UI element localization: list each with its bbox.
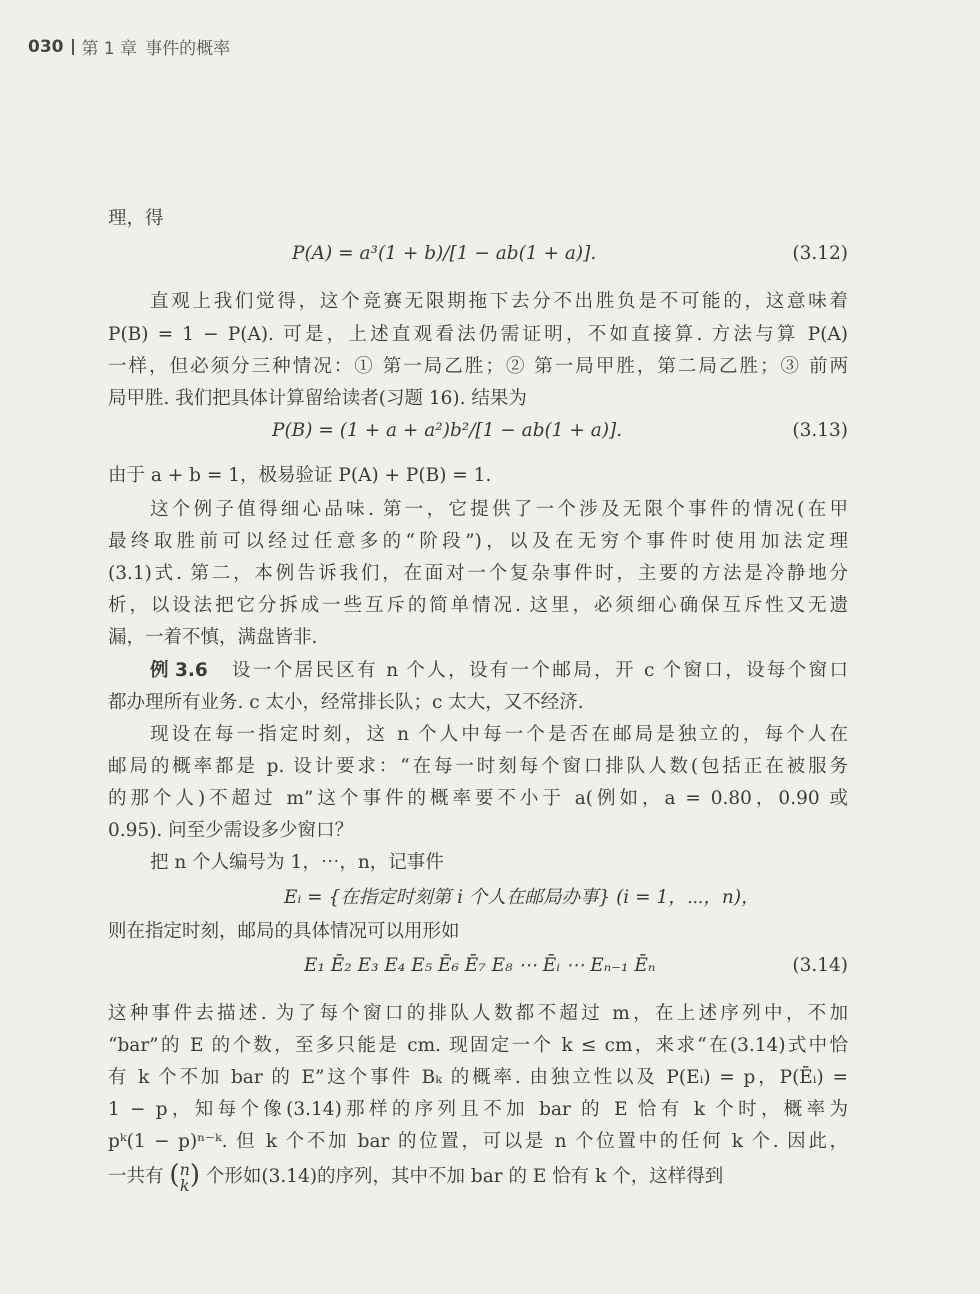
- text-fragment: 一共有: [108, 1166, 164, 1187]
- text-line: 1 − p，知每个像(3.14)那样的序列且不加 bar 的 E 恰有 k 个时，概率为: [108, 1099, 848, 1120]
- text-line: 理，得: [108, 208, 164, 229]
- formula-3-12: P(A) = a³(1 + b)/[1 − ab(1 + a)].: [292, 243, 597, 264]
- running-head: [28, 34, 230, 59]
- text-line: 设一个居民区有 n 个人，设有一个邮局，开 c 个窗口，设每个窗口: [232, 660, 848, 681]
- text-line: 都办理所有业务. c 太小，经常排长队；c 太大，又不经济.: [108, 692, 584, 713]
- text-line: 由于 a + b = 1，极易验证 P(A) + P(B) = 1.: [108, 465, 492, 486]
- text-line: P(B) = 1 − P(A). 可是，上述直观看法仍需证明，不如直接算. 方法与算 P(A): [108, 324, 848, 345]
- text-fragment: 个形如(3.14)的序列，其中不加 bar 的 E 恰有 k 个，这样得到: [205, 1166, 724, 1187]
- text-line: 邮局的概率都是 p. 设计要求：“在每一时刻每个窗口排队人数(包括正在被服务: [108, 756, 848, 777]
- equation-number: (3.12): [792, 243, 848, 264]
- text-line: 直观上我们觉得，这个竞赛无限期拖下去分不出胜负是不可能的，这意味着: [150, 291, 848, 312]
- equation-number: (3.13): [792, 420, 848, 441]
- text-line-binomial: [108, 1160, 723, 1194]
- text-line: pᵏ(1 − p)ⁿ⁻ᵏ. 但 k 个不加 bar 的位置，可以是 n 个位置中的任何 k 个. 因此，: [108, 1131, 848, 1152]
- text-line: 0.95). 问至少需设多少窗口？: [108, 820, 354, 841]
- chapter-title: 事件的概率: [145, 39, 231, 59]
- text-line: 最终取胜前可以经过任意多的“阶段”)，以及在无穷个事件时使用加法定理: [108, 531, 848, 552]
- text-line: 则在指定时刻，邮局的具体情况可以用形如: [108, 921, 460, 942]
- text-line: 有 k 个不加 bar 的 E”这个事件 Bₖ 的概率. 由独立性以及 P(Eᵢ) = p，P(Ēᵢ) =: [108, 1067, 848, 1088]
- header-divider: [72, 39, 74, 55]
- formula-3-13: P(B) = (1 + a + a²)b²/[1 − ab(1 + a)].: [272, 420, 623, 441]
- text-line: 现设在每一指定时刻，这 n 个人中每一个是否在邮局是独立的，每个人在: [150, 724, 848, 745]
- formula-event-def: Eᵢ = {在指定时刻第 i 个人在邮局办事} (i = 1，⋯，n)，: [284, 887, 760, 908]
- binomial-coefficient: ( n k ): [169, 1160, 201, 1195]
- page-number: 030: [28, 36, 64, 57]
- text-line: 这个例子值得细心品味. 第一，它提供了一个涉及无限个事件的情况(在甲: [150, 499, 848, 520]
- text-line: 析，以设法把它分拆成一些互斥的简单情况. 这里，必须细心确保互斥性又无遗: [108, 595, 848, 616]
- binomial-bottom: k: [179, 1176, 190, 1195]
- text-line: 漏，一着不慎，满盘皆非.: [108, 627, 318, 648]
- text-line: “bar”的 E 的个数，至多只能是 cm. 现固定一个 k ≤ cm，来求“在(3.14)式中恰: [108, 1035, 848, 1056]
- text-line: 把 n 个人编号为 1，⋯，n，记事件: [150, 852, 444, 873]
- binomial-top: n: [179, 1160, 190, 1179]
- text-line: 的那个人)不超过 m”这个事件的概率要不小于 a(例如，a = 0.80，0.90 或: [108, 788, 848, 809]
- text-line: (3.1)式. 第二，本例告诉我们，在面对一个复杂事件时，主要的方法是冷静地分: [108, 563, 848, 584]
- text-line: 一样，但必须分三种情况：① 第一局乙胜；② 第一局甲胜，第二局乙胜；③ 前两: [108, 356, 848, 377]
- chapter-label: 第 1 章: [81, 39, 138, 59]
- text-line: 这种事件去描述. 为了每个窗口的排队人数都不超过 m，在上述序列中，不加: [108, 1003, 848, 1024]
- formula-3-14: E₁ Ē₂ E₃ E₄ E₅ Ē₆ Ē₇ E₈ ⋯ Ēᵢ ⋯ Eₙ₋₁ Ēₙ: [304, 955, 656, 976]
- example-label: 例 3.6: [150, 660, 208, 681]
- equation-number: (3.14): [792, 955, 848, 976]
- text-line: 局甲胜. 我们把具体计算留给读者(习题 16). 结果为: [108, 388, 527, 409]
